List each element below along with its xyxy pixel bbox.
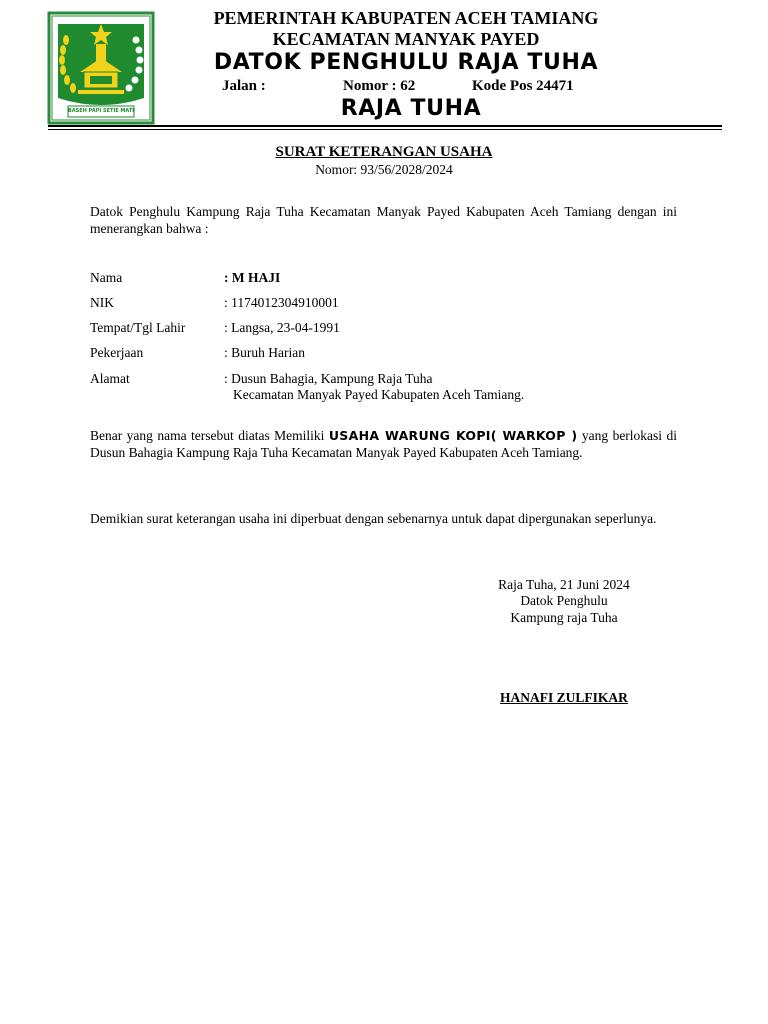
signature-place-date: Raja Tuha, 21 Juni 2024: [498, 577, 630, 592]
emblem-motto: BASEH PAPI SETIE MATI: [68, 108, 135, 114]
header-number: Nomor : 62: [343, 78, 416, 94]
business-statement-post: yang berlokasi di Dusun Bahagia Kampung Raja Tuha Kecamatan Manyak Payed Kabupaten Aceh Tamiang.: [90, 428, 677, 460]
header-government: PEMERINTAH KABUPATEN ACEH TAMIANG: [213, 8, 599, 28]
field-address-value-line1: : Dusun Bahagia, Kampung Raja Tuha: [224, 371, 433, 386]
signatory-name: HANAFI ZULFIKAR: [500, 690, 628, 705]
closing-paragraph: Demikian surat keterangan usaha ini diperbuat dengan sebenarnya untuk dapat dipergunakan seperlunya.: [90, 511, 657, 526]
business-statement-paragraph: [90, 428, 677, 461]
header-district: KECAMATAN MANYAK PAYED: [272, 29, 540, 49]
letter-number: Nomor: 93/56/2028/2024: [315, 162, 453, 177]
field-occupation-value: : Buruh Harian: [224, 345, 305, 360]
header-village: RAJA TUHA: [340, 96, 482, 121]
field-address-label: Alamat: [90, 371, 130, 386]
signature-office: Kampung raja Tuha: [510, 610, 618, 625]
field-birth-label: Tempat/Tgl Lahir: [90, 320, 186, 335]
header-office: DATOK PENGHULU RAJA TUHA: [213, 50, 599, 75]
field-occupation-label: Pekerjaan: [90, 345, 144, 360]
business-statement-pre: Benar yang nama tersebut diatas Memiliki: [90, 428, 329, 443]
field-nik-value: : 1174012304910001: [224, 295, 339, 310]
field-name-label: Nama: [90, 270, 123, 285]
field-birth-value: : Langsa, 23-04-1991: [224, 320, 340, 335]
field-name-value: : M HAJI: [224, 270, 281, 285]
business-name: USAHA WARUNG KOPI( WARKOP ): [328, 428, 578, 443]
letter-title: SURAT KETERANGAN USAHA: [275, 144, 493, 160]
field-address-value-line2: Kecamatan Manyak Payed Kabupaten Aceh Tamiang.: [233, 387, 525, 402]
field-nik-label: NIK: [90, 295, 114, 310]
header-divider-thin: [48, 129, 722, 130]
signature-position: Datok Penghulu: [520, 593, 608, 608]
header-postal-code: Kode Pos 24471: [472, 78, 574, 94]
intro-paragraph: Datok Penghulu Kampung Raja Tuha Kecamatan Manyak Payed Kabupaten Aceh Tamiang dengan ini menerangkan bahwa :: [90, 204, 677, 236]
header-divider-thick: [48, 125, 722, 127]
header-street-label: Jalan :: [222, 78, 266, 94]
